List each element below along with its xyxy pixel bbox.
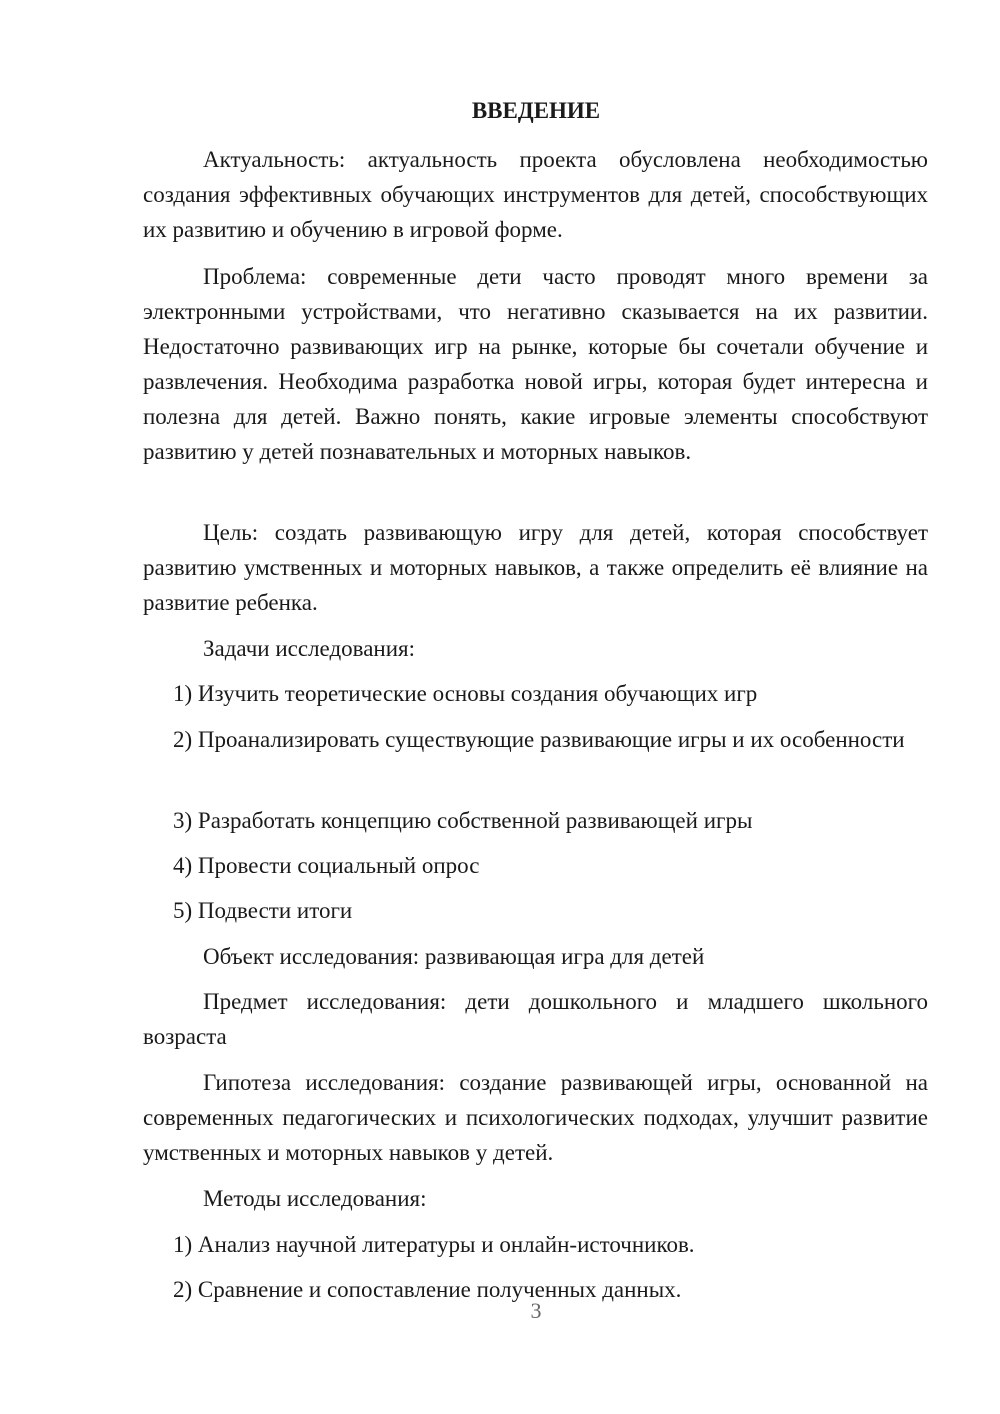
paragraph-object: Объект исследования: развивающая игра для детей: [203, 944, 705, 969]
task-item-4: 4) Провести социальный опрос: [173, 853, 480, 878]
page-number: 3: [530, 1298, 542, 1323]
task-item-1: 1) Изучить теоретические основы создания обучающих игр: [173, 681, 758, 706]
method-item-2: 2) Сравнение и сопоставление полученных данных.: [173, 1277, 682, 1302]
paragraph-hypothesis: Гипотеза исследования: создание развивающей игры, основанной на современных педагогических и психологических подходах, улучшит развитие умственных и моторных навыков у детей.: [143, 1070, 928, 1165]
task-item-2: 2) Проанализировать существующие развивающие игры и их особенности: [173, 727, 905, 752]
paragraph-relevance: Актуальность: актуальность проекта обусловлена необходимостью создания эффективных обучающих инструментов для детей, способствующих их развитию и обучению в игровой форме.: [143, 147, 928, 242]
paragraph-goal: Цель: создать развивающую игру для детей, которая способствует развитию умственных и моторных навыков, а также определить её влияние на развитие ребенка.: [143, 520, 928, 615]
paragraph-problem: Проблема: современные дети часто проводят много времени за электронными устройствами, что негативно сказывается на их развитии. Недостаточно развивающих игр на рынке, которые бы сочетали обучение и развлечения. Необходима разработка новой игры, которая будет интересна и полезна для детей. Важно понять, какие игровые элементы способствуют развитию у детей познавательных и моторных навыков.: [143, 264, 928, 464]
task-item-3: 3) Разработать концепцию собственной развивающей игры: [173, 808, 753, 833]
method-item-1: 1) Анализ научной литературы и онлайн-источников.: [173, 1232, 695, 1257]
paragraph-subject: Предмет исследования: дети дошкольного и младшего школьного возраста: [143, 989, 928, 1049]
tasks-heading: Задачи исследования:: [203, 636, 416, 661]
page-title: ВВЕДЕНИЕ: [471, 98, 601, 123]
methods-heading: Методы исследования:: [203, 1186, 427, 1211]
task-item-5: 5) Подвести итоги: [173, 898, 353, 923]
